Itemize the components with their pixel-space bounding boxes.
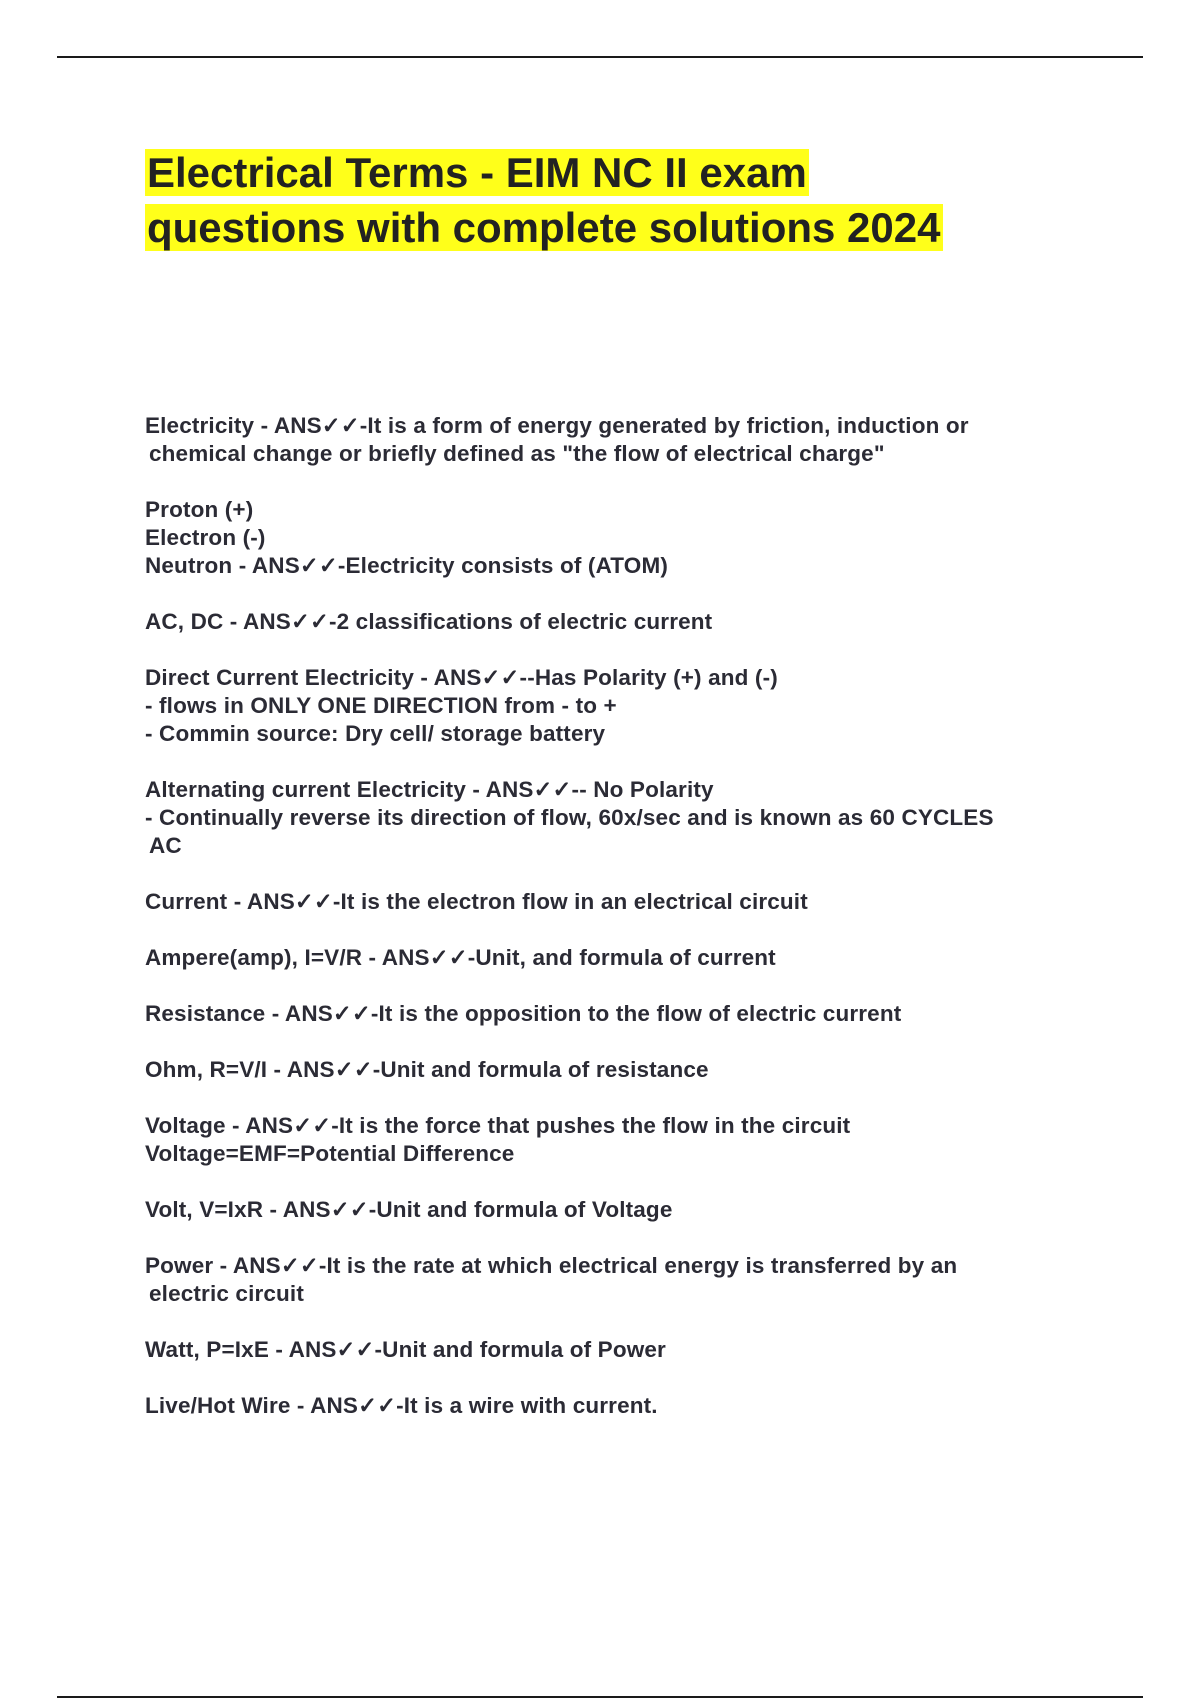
qa-entry-power [145, 1252, 1085, 1308]
qa-entry-voltage [145, 1112, 1085, 1168]
qa-entry-ohm [145, 1056, 1085, 1084]
qa-entry-ampere [145, 944, 1085, 972]
qa-entry-resistance [145, 1000, 1085, 1028]
entry-line: Ampere(amp), I=V/R - ANS✓✓-Unit, and formula of current [145, 945, 776, 970]
document-title [145, 145, 1105, 255]
qa-entry-watt [145, 1336, 1085, 1364]
qa-entry-electricity [145, 412, 1085, 468]
entry-line: Alternating current Electricity - ANS✓✓-- No Polarity [145, 777, 714, 802]
qa-entry-current [145, 888, 1085, 916]
entry-line: electric circuit [149, 1281, 304, 1306]
entry-line: Current - ANS✓✓-It is the electron flow in an electrical circuit [145, 889, 808, 914]
entry-line: Direct Current Electricity - ANS✓✓--Has Polarity (+) and (-) [145, 665, 778, 690]
entry-line: Live/Hot Wire - ANS✓✓-It is a wire with current. [145, 1393, 658, 1418]
bottom-rule [57, 1696, 1143, 1698]
qa-entry-alternating-current [145, 776, 1085, 860]
entry-line: Resistance - ANS✓✓-It is the opposition to the flow of electric current [145, 1001, 902, 1026]
entry-line: - Continually reverse its direction of flow, 60x/sec and is known as 60 CYCLES [145, 805, 994, 830]
entry-line: - Commin source: Dry cell/ storage battery [145, 721, 606, 746]
entry-line: Neutron - ANS✓✓-Electricity consists of (ATOM) [145, 553, 668, 578]
qa-entry-ac-dc [145, 608, 1085, 636]
qa-entry-live-hot-wire [145, 1392, 1085, 1420]
entry-line: Proton (+) [145, 497, 254, 522]
entry-line: Volt, V=IxR - ANS✓✓-Unit and formula of Voltage [145, 1197, 673, 1222]
title-line-1: Electrical Terms - EIM NC II exam [147, 149, 807, 196]
entry-line: Voltage - ANS✓✓-It is the force that pushes the flow in the circuit [145, 1113, 851, 1138]
entry-line: Electron (-) [145, 525, 266, 550]
entry-line: AC [149, 833, 182, 858]
entry-line: Electricity - ANS✓✓-It is a form of energy generated by friction, induction or [145, 413, 969, 438]
entry-line: Watt, P=IxE - ANS✓✓-Unit and formula of Power [145, 1337, 666, 1362]
title-line-2: questions with complete solutions 2024 [147, 204, 941, 251]
entry-line: Voltage=EMF=Potential Difference [145, 1141, 515, 1166]
entry-line: Power - ANS✓✓-It is the rate at which electrical energy is transferred by an [145, 1253, 958, 1278]
entry-line: AC, DC - ANS✓✓-2 classifications of electric current [145, 609, 713, 634]
qa-list [145, 412, 1085, 1448]
top-rule [57, 56, 1143, 58]
entry-line: - flows in ONLY ONE DIRECTION from - to + [145, 693, 617, 718]
entry-line: chemical change or briefly defined as "the flow of electrical charge" [149, 441, 885, 466]
qa-entry-volt [145, 1196, 1085, 1224]
entry-line: Ohm, R=V/I - ANS✓✓-Unit and formula of resistance [145, 1057, 709, 1082]
qa-entry-atom [145, 496, 1085, 580]
qa-entry-direct-current [145, 664, 1085, 748]
